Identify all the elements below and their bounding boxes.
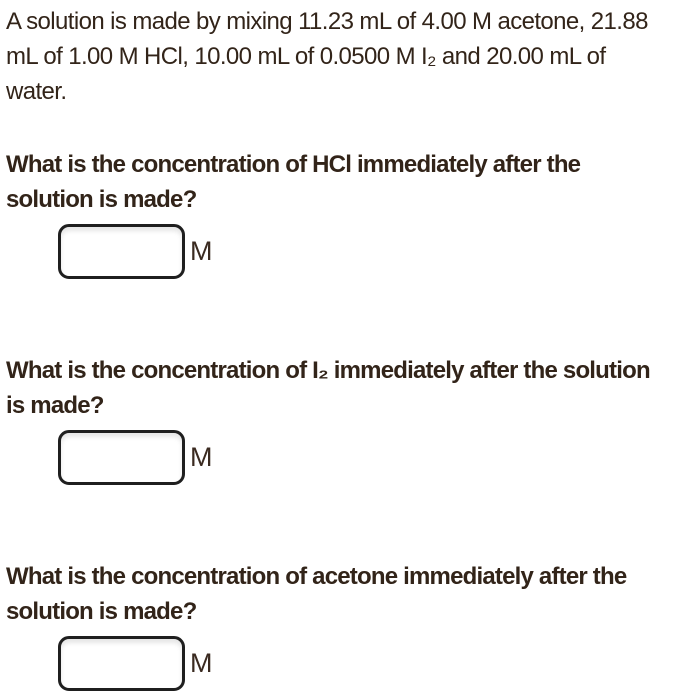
answer-input-hcl[interactable] [58,224,185,279]
answer-row-acetone [58,636,670,691]
question-block-acetone [6,559,670,691]
answer-input-i2[interactable] [58,430,185,485]
unit-label-molarity: M [190,442,213,472]
problem-statement: A solution is made by mixing 11.23 mL of 4.00 M acetone, 21.88 mL of 1.00 M HCl, 10.00 mL of 0.0500 M I₂ and 20.00 mL of water. [6,8,648,105]
answer-input-acetone[interactable] [58,636,185,691]
question-block-i2 [6,353,670,485]
answer-row-i2 [58,430,670,485]
question-prompt-acetone: What is the concentration of acetone immediately after the solution is made? [6,563,627,625]
question-block-hcl [6,147,670,279]
answer-row-hcl [58,224,670,279]
unit-label-molarity: M [190,236,213,266]
question-prompt-i2: What is the concentration of I₂ immediately after the solution is made? [6,357,650,419]
question-prompt-hcl: What is the concentration of HCl immediately after the solution is made? [6,151,581,213]
unit-label-molarity: M [190,648,213,678]
